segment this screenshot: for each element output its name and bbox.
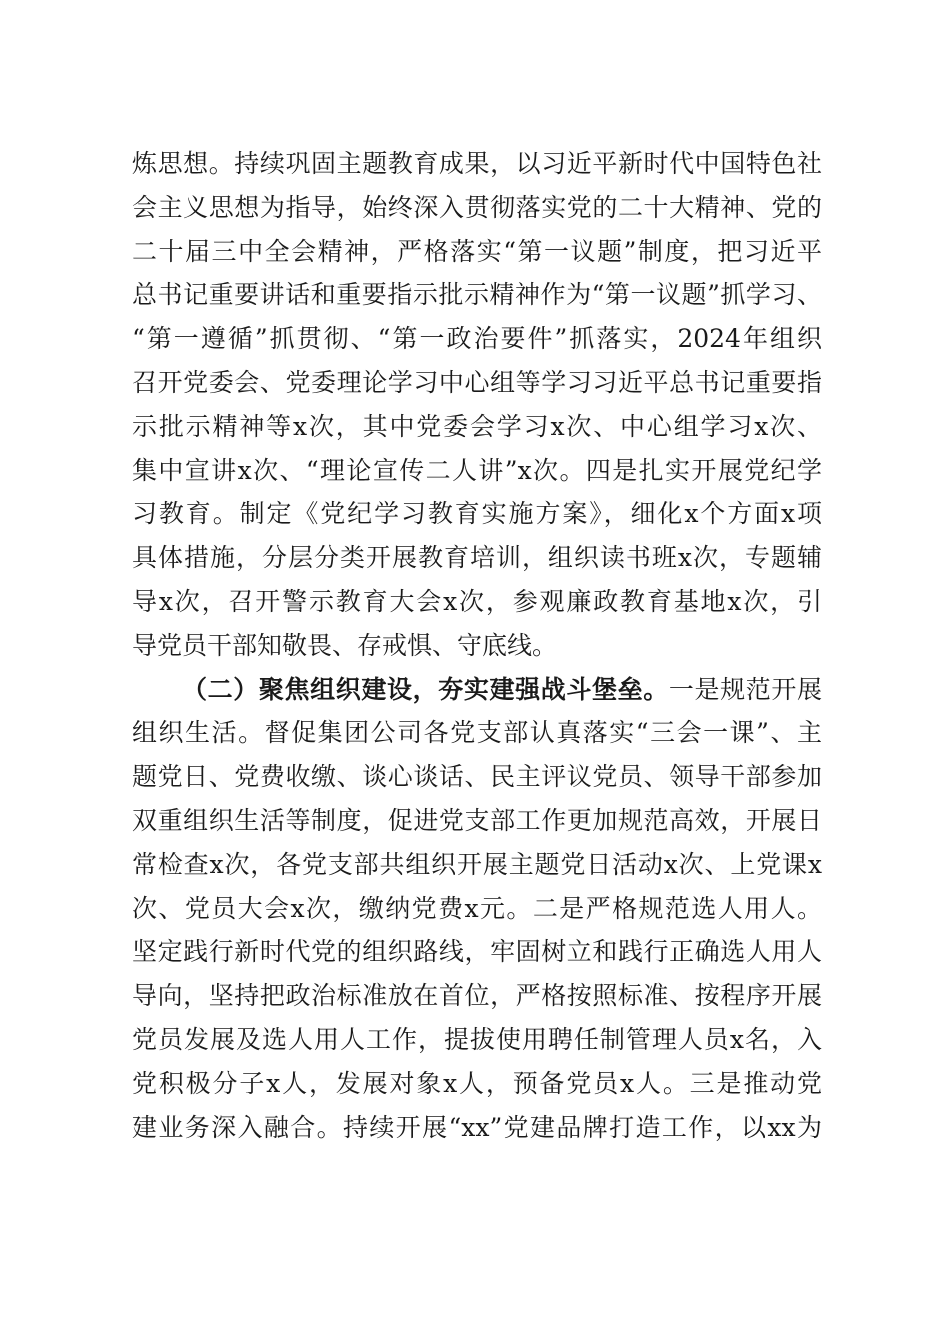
text-line: 次、党员大会x次，缴纳党费x元。二是严格规范选人用人。 bbox=[132, 893, 822, 923]
text-line: 导向，坚持把政治标准放在首位，严格按照标准、按程序开展 bbox=[132, 981, 822, 1011]
text-line: 总书记重要讲话和重要指示批示精神作为“第一议题”抓学习、 bbox=[132, 280, 822, 310]
text-line: 会主义思想为指导，始终深入贯彻落实党的二十大精神、党的 bbox=[132, 192, 822, 222]
text-line: 导x次，召开警示教育大会x次，参观廉政教育基地x次，引 bbox=[132, 586, 822, 616]
text-line: 具体措施，分层分类开展教育培训，组织读书班x次，专题辅 bbox=[132, 543, 822, 573]
section-heading: （二）聚焦组织建设，夯实建强战斗堡垒。 bbox=[182, 674, 669, 704]
text-line: 召开党委会、党委理论学习中心组等学习习近平总书记重要指 bbox=[132, 367, 822, 397]
text-line: 党积极分子x人，发展对象x人，预备党员x人。三是推动党 bbox=[132, 1068, 822, 1098]
text-line: 导党员干部知敬畏、存戒惧、守底线。 bbox=[132, 630, 558, 660]
text-line: 炼思想。持续巩固主题教育成果，以习近平新时代中国特色社 bbox=[132, 149, 822, 178]
text-line: 示批示精神等x次，其中党委会学习x次、中心组学习x次、 bbox=[132, 411, 822, 441]
text-fragment: 一是规范开展 bbox=[668, 674, 822, 704]
text-line: 常检查x次，各党支部共组织开展主题党日活动x次、上党课x bbox=[132, 849, 822, 879]
body-text bbox=[132, 142, 822, 1149]
text-line: “第一遵循”抓贯彻、“第一政治要件”抓落实，2024年组织 bbox=[132, 324, 822, 354]
text-line: 坚定践行新时代党的组织路线，牢固树立和践行正确选人用人 bbox=[132, 937, 822, 967]
text-line: 建业务深入融合。持续开展“xx”党建品牌打造工作，以xx为 bbox=[132, 1112, 822, 1142]
text-line: 党员发展及选人用人工作，提拔使用聘任制管理人员x名，入 bbox=[132, 1024, 822, 1054]
paragraph-2 bbox=[132, 668, 822, 1150]
text-line: 二十届三中全会精神，严格落实“第一议题”制度，把习近平 bbox=[132, 236, 822, 266]
paragraph-1 bbox=[132, 142, 822, 668]
text-line: 题党日、党费收缴、谈心谈话、民主评议党员、领导干部参加 bbox=[132, 762, 822, 792]
text-line: 双重组织生活等制度，促进党支部工作更加规范高效，开展日 bbox=[132, 805, 822, 835]
text-line: 集中宣讲x次、“理论宣传二人讲”x次。四是扎实开展党纪学 bbox=[132, 455, 822, 485]
text-line: 组织生活。督促集团公司各党支部认真落实“三会一课”、主 bbox=[132, 718, 822, 748]
paragraph-2-first-line bbox=[132, 668, 822, 712]
text-line: 习教育。制定《党纪学习教育实施方案》，细化x个方面x项 bbox=[132, 499, 822, 529]
